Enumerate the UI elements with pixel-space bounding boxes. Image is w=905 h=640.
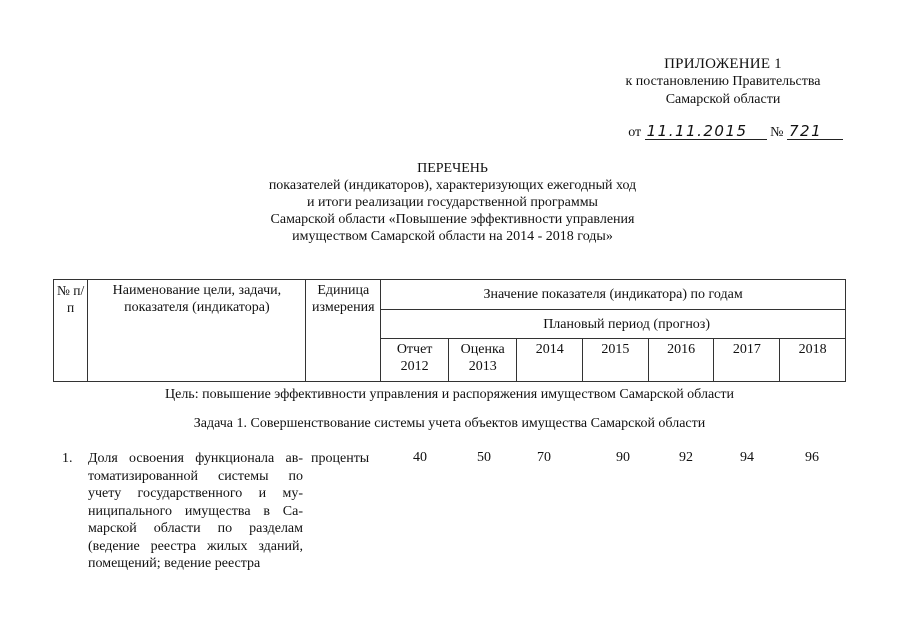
- row-value: 50: [477, 450, 491, 465]
- year-header: Отчет 2012: [381, 339, 449, 382]
- col-planned-header: Плановый период (прогноз): [381, 310, 846, 339]
- col-name-header: Наименование цели, задачи, показателя (индикатора): [88, 280, 306, 382]
- row-number: 1.: [62, 451, 73, 466]
- row-value: 94: [740, 450, 754, 465]
- year-header: 2018: [780, 339, 846, 382]
- decree-dateline: [628, 123, 843, 141]
- year-header: 2017: [714, 339, 780, 382]
- year-header: 2015: [583, 339, 649, 382]
- col-values-header: Значение показателя (индикатора) по годам: [381, 280, 846, 310]
- row-value: 96: [805, 450, 819, 465]
- col-unit-header: Единица измерения: [306, 280, 381, 382]
- task-row: Задача 1. Совершенствование системы учета объектов имущества Самарской области: [193, 416, 706, 431]
- title-line: и итоги реализации государственной программы: [307, 195, 598, 210]
- indicators-table-header: [53, 279, 846, 382]
- number-label: №: [770, 125, 784, 140]
- decree-number: 721: [787, 123, 843, 140]
- row-value: 90: [616, 450, 630, 465]
- decree-date: 11.11.2015: [645, 123, 767, 140]
- title-line: имуществом Самарской области на 2014 - 2018 годы»: [292, 229, 613, 244]
- title-line: показателей (индикаторов), характеризующих ежегодный ход: [268, 178, 637, 193]
- row-value: 70: [537, 450, 551, 465]
- appendix-title: ПРИЛОЖЕНИЕ 1: [664, 56, 782, 72]
- row-unit: проценты: [311, 451, 370, 466]
- row-indicator-name: Доля освоения функционала ав-томатизированной системы по учету государственного и му-ниципального имущества в Са-марской области по разделам (ведение реестра жилых зданий, помещений; ведение реестра: [88, 451, 303, 571]
- year-header: 2014: [517, 339, 583, 382]
- appendix-line-1: к постановлению Правительства: [625, 74, 821, 89]
- title-line: Самарской области «Повышение эффективности управления: [270, 212, 635, 227]
- year-header: Оценка 2013: [449, 339, 517, 382]
- year-header: 2016: [648, 339, 714, 382]
- appendix-header: [603, 55, 843, 109]
- goal-row: Цель: повышение эффективности управления и распоряжения имуществом Самарской области: [165, 387, 734, 402]
- row-value: 92: [679, 450, 693, 465]
- from-label: от: [628, 125, 642, 140]
- col-num-header: № п/п: [54, 280, 88, 382]
- title-heading: ПЕРЕЧЕНЬ: [417, 161, 488, 176]
- appendix-line-2: Самарской области: [665, 92, 781, 107]
- document-title: [0, 160, 905, 245]
- row-value: 40: [413, 450, 427, 465]
